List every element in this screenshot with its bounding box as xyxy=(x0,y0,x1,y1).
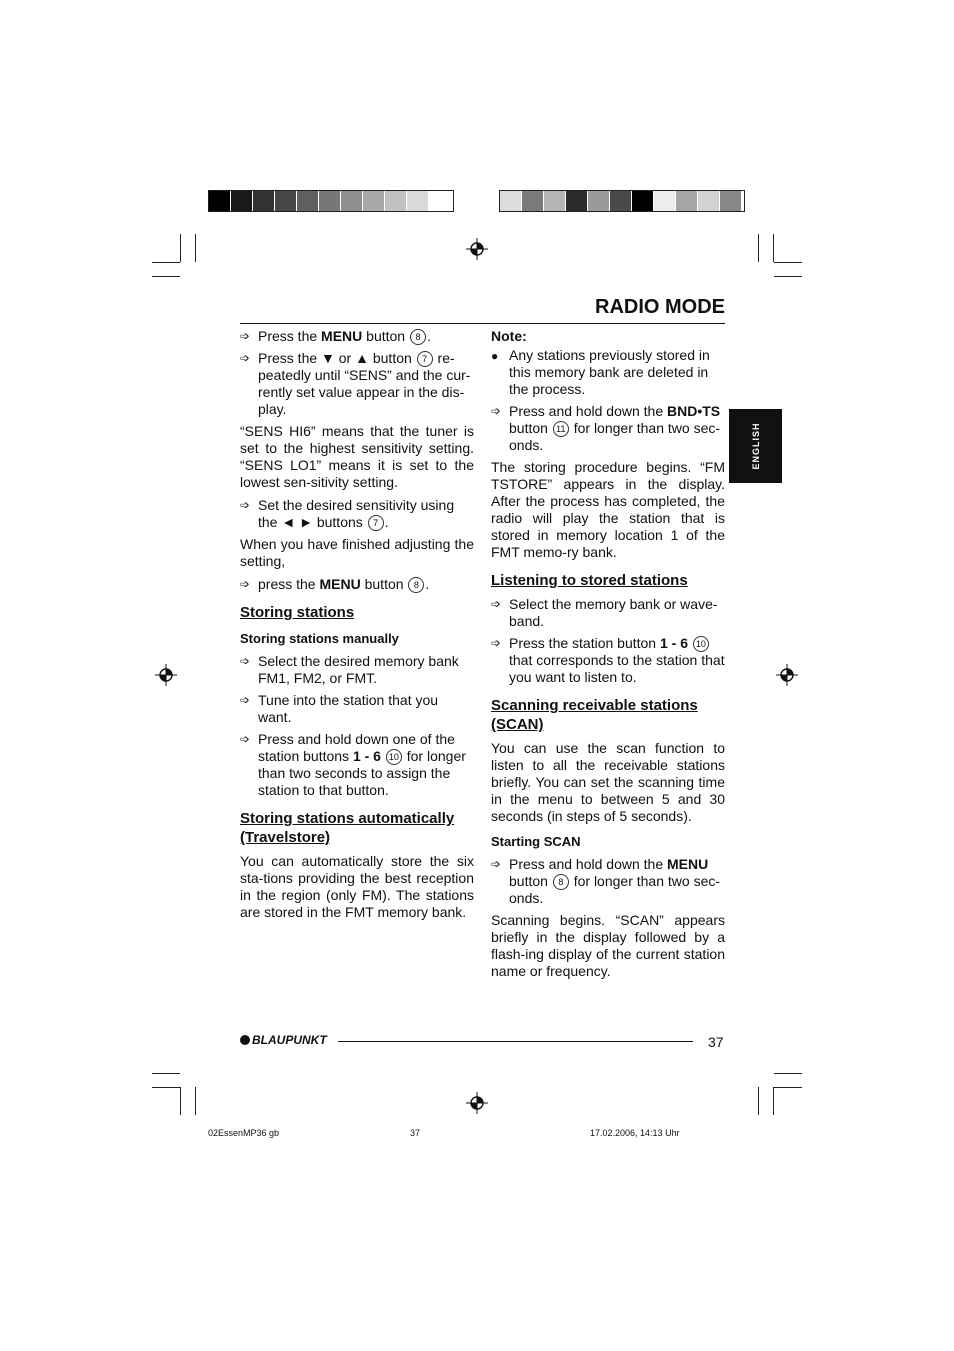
crop-mark xyxy=(773,1087,774,1115)
crop-mark xyxy=(152,262,180,263)
brand-logo: BLAUPUNKT xyxy=(240,1033,327,1047)
color-swatch xyxy=(500,191,522,211)
color-swatch xyxy=(363,191,385,211)
paragraph: You can use the scan function to listen to all the receivable stations briefly. You can set the scanning time in the menu to between 5 and 30 seconds (in steps of 5 seconds). xyxy=(491,740,725,824)
crop-mark xyxy=(774,276,802,277)
color-swatch xyxy=(341,191,363,211)
language-tab-label: ENGLISH xyxy=(750,422,761,470)
bullet-item: ● Any stations previously stored in this memory bank are deleted in the process. xyxy=(491,347,710,397)
button-number-badge: 10 xyxy=(386,749,402,765)
crop-mark xyxy=(195,234,196,262)
page-title: RADIO MODE xyxy=(240,296,725,324)
color-swatch xyxy=(610,191,632,211)
instruction-step: ➩ Tune into the station that you want. xyxy=(240,692,439,725)
color-swatch xyxy=(522,191,544,211)
brand-dot-icon xyxy=(240,1035,250,1045)
color-swatch xyxy=(720,191,742,211)
paragraph: Scanning begins. “SCAN” appears briefly in the display followed by a flash-ing display of the current station name or frequency. xyxy=(491,912,725,979)
instruction-step: ➩ Press and hold down the MENU button 8 for longer than two sec-onds. xyxy=(491,856,721,906)
page-number: 37 xyxy=(708,1034,724,1050)
paragraph: When you have finished adjusting the setting, xyxy=(240,536,474,569)
color-swatch xyxy=(275,191,297,211)
button-number-badge: 8 xyxy=(408,577,424,593)
color-swatch xyxy=(253,191,275,211)
instruction-step: ➩ Set the desired sensitivity using the ◄ ► buttons 7 . xyxy=(240,497,455,530)
footer-rule xyxy=(338,1041,693,1042)
color-swatch xyxy=(231,191,253,211)
instruction-step: ➩ press the MENU button 8 . xyxy=(240,576,430,592)
color-swatch xyxy=(698,191,720,211)
color-swatch xyxy=(632,191,654,211)
color-swatch xyxy=(544,191,566,211)
subsection-heading: Starting SCAN xyxy=(491,834,581,849)
button-number-badge: 11 xyxy=(553,421,569,437)
instruction-step: ➩ Select the memory bank or wave-band. xyxy=(491,596,718,629)
button-number-badge: 10 xyxy=(693,636,709,652)
left-column xyxy=(240,328,474,927)
right-column xyxy=(491,328,725,986)
crop-mark xyxy=(152,276,180,277)
color-calibration-bar-right xyxy=(499,190,745,212)
color-swatch xyxy=(297,191,319,211)
bullet-icon: ● xyxy=(491,349,499,363)
arrow-icon: ➩ xyxy=(491,404,502,418)
color-swatch xyxy=(654,191,676,211)
registration-mark-icon xyxy=(466,1092,488,1114)
arrow-icon: ➩ xyxy=(240,693,251,707)
paragraph: “SENS HI6” means that the tuner is set to the highest sensitivity setting. “SENS LO1” means it is set to the lowest sen-sitivity setting. xyxy=(240,423,474,490)
button-number-badge: 7 xyxy=(368,515,384,531)
color-swatch xyxy=(429,191,451,211)
arrow-icon: ➩ xyxy=(240,577,251,591)
arrow-icon: ➩ xyxy=(491,857,502,871)
arrow-icon: ➩ xyxy=(491,597,502,611)
print-timestamp: 17.02.2006, 14:13 Uhr xyxy=(590,1128,680,1138)
crop-mark xyxy=(758,234,759,262)
section-heading: Listening to stored stations xyxy=(491,572,688,589)
crop-mark xyxy=(774,1087,802,1088)
color-swatch xyxy=(588,191,610,211)
color-swatch xyxy=(385,191,407,211)
section-heading: Storing stations automatically (Travelstore) xyxy=(240,810,455,846)
crop-mark xyxy=(180,1087,181,1115)
crop-mark xyxy=(774,1073,802,1074)
print-page-number: 37 xyxy=(410,1128,421,1138)
button-number-badge: 8 xyxy=(410,329,426,345)
color-swatch xyxy=(676,191,698,211)
arrow-icon: ➩ xyxy=(240,498,251,512)
crop-mark xyxy=(180,234,181,262)
note-label: Note: xyxy=(491,328,527,344)
button-number-badge: 7 xyxy=(417,351,433,367)
instruction-step: ➩ Press the MENU button 8 . xyxy=(240,328,431,344)
crop-mark xyxy=(152,1087,180,1088)
instruction-step: ➩ Select the desired memory bank FM1, FM2, or FMT. xyxy=(240,653,459,686)
section-heading: Scanning receivable stations (SCAN) xyxy=(491,697,698,733)
language-tab xyxy=(729,409,782,483)
color-swatch xyxy=(209,191,231,211)
print-file-name: 02EssenMP36 gb xyxy=(208,1128,280,1138)
arrow-icon: ➩ xyxy=(491,636,502,650)
registration-mark-icon xyxy=(466,238,488,260)
registration-mark-icon xyxy=(155,664,177,686)
arrow-icon: ➩ xyxy=(240,329,251,343)
crop-mark xyxy=(774,262,802,263)
arrow-icon: ➩ xyxy=(240,732,251,746)
arrow-icon: ➩ xyxy=(240,654,251,668)
crop-mark xyxy=(195,1087,196,1115)
crop-mark xyxy=(758,1087,759,1115)
section-heading: Storing stations xyxy=(240,604,355,621)
color-swatch xyxy=(407,191,429,211)
crop-mark xyxy=(773,234,774,262)
instruction-step: ➩ Press the ▼ or ▲ button 7 re-peatedly until “SENS” and the cur-rently set value appear in the dis-play. xyxy=(240,350,471,417)
color-calibration-bar-left xyxy=(208,190,454,212)
arrow-icon: ➩ xyxy=(240,351,251,365)
instruction-step: ➩ Press and hold down one of the station buttons 1 - 6 10 for longer than two seconds to assign the station to that button. xyxy=(240,731,466,798)
instruction-step: ➩ Press and hold down the BND•TS button 11 for longer than two sec-onds. xyxy=(491,403,721,453)
button-number-badge: 8 xyxy=(553,874,569,890)
subsection-heading: Storing stations manually xyxy=(240,631,399,646)
paragraph: The storing procedure begins. “FM TSTORE” appears in the display. After the process has completed, the radio will play the station that is stored in memory location 1 of the FMT memo-ry bank. xyxy=(491,459,725,560)
paragraph: You can automatically store the six sta-tions providing the best reception in the region (only FM). The stations are stored in the FMT memory bank. xyxy=(240,853,474,920)
instruction-step: ➩ Press the station button 1 - 6 10 that corresponds to the station that you want to listen to. xyxy=(491,635,725,685)
crop-mark xyxy=(152,1073,180,1074)
color-swatch xyxy=(566,191,588,211)
color-swatch xyxy=(319,191,341,211)
registration-mark-icon xyxy=(776,664,798,686)
